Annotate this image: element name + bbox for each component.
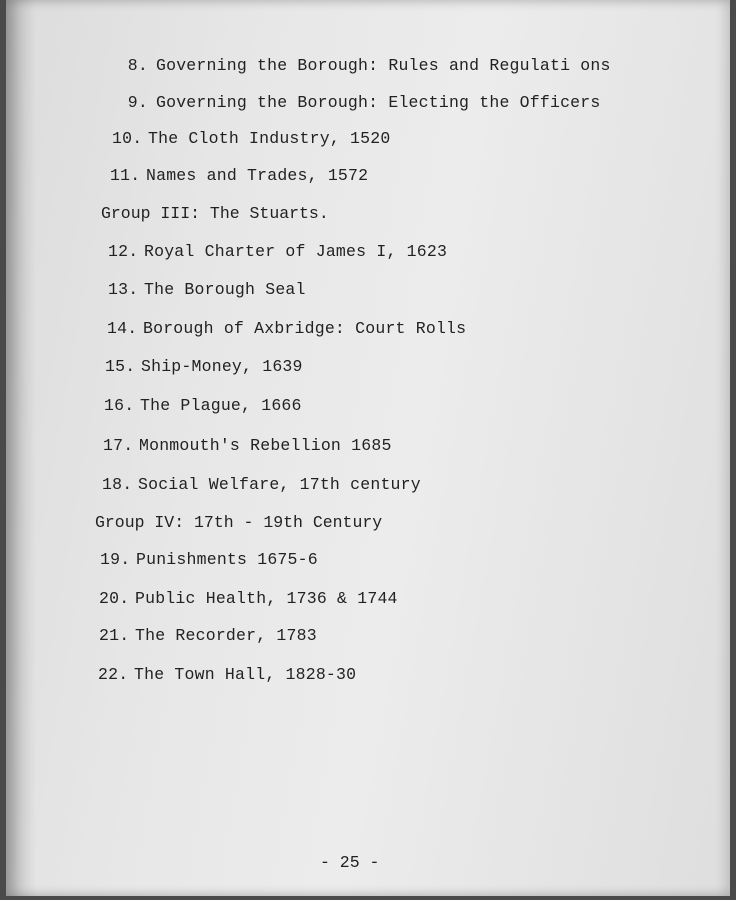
item-number: 16. — [104, 396, 135, 415]
group-heading-iv: Group IV: 17th - 19th Century — [95, 513, 383, 532]
list-item — [99, 589, 398, 608]
item-number: 8. — [127, 56, 148, 75]
list-item — [100, 550, 318, 569]
item-number: 20. — [99, 589, 130, 608]
item-title: Royal Charter of James I, 1623 — [144, 242, 448, 261]
item-number: 17. — [103, 436, 134, 455]
item-number: 13. — [108, 280, 139, 299]
item-title: Monmouth's Rebellion 1685 — [139, 436, 392, 455]
item-number: 19. — [100, 550, 131, 569]
item-title: Governing the Borough: Rules and Regulati ons — [156, 56, 611, 75]
list-item — [104, 396, 302, 415]
item-title: Governing the Borough: Electing the Officers — [156, 93, 601, 112]
item-title: The Cloth Industry, 1520 — [148, 129, 391, 148]
item-number: 9. — [127, 93, 148, 112]
item-number: 14. — [107, 319, 138, 338]
list-item — [108, 242, 447, 261]
list-item — [99, 626, 317, 645]
group-heading-iii: Group III: The Stuarts. — [101, 204, 329, 223]
page-number: - 25 - — [320, 853, 380, 872]
item-title: Public Health, 1736 & 1744 — [135, 589, 398, 608]
item-title: The Town Hall, 1828-30 — [134, 665, 357, 684]
list-item — [107, 319, 466, 338]
item-number: 21. — [99, 626, 130, 645]
item-title: Social Welfare, 17th century — [138, 475, 421, 494]
item-title: The Borough Seal — [144, 280, 306, 299]
document-page — [6, 0, 730, 896]
list-item — [105, 357, 303, 376]
item-number: 18. — [102, 475, 133, 494]
item-number: 15. — [105, 357, 136, 376]
item-title: The Recorder, 1783 — [135, 626, 317, 645]
item-number: 10. — [112, 129, 143, 148]
list-item — [120, 56, 611, 75]
item-title: The Plague, 1666 — [140, 396, 302, 415]
list-item — [120, 93, 600, 112]
item-title: Borough of Axbridge: Court Rolls — [143, 319, 467, 338]
list-item — [98, 665, 356, 684]
item-title: Ship-Money, 1639 — [141, 357, 303, 376]
item-title: Punishments 1675-6 — [136, 550, 318, 569]
item-title: Names and Trades, 1572 — [146, 166, 369, 185]
list-item — [110, 166, 368, 185]
list-item — [112, 129, 390, 148]
list-item — [108, 280, 306, 299]
item-number: 11. — [110, 166, 141, 185]
item-number: 12. — [108, 242, 139, 261]
item-number: 22. — [98, 665, 129, 684]
list-item — [102, 475, 421, 494]
list-item — [103, 436, 392, 455]
